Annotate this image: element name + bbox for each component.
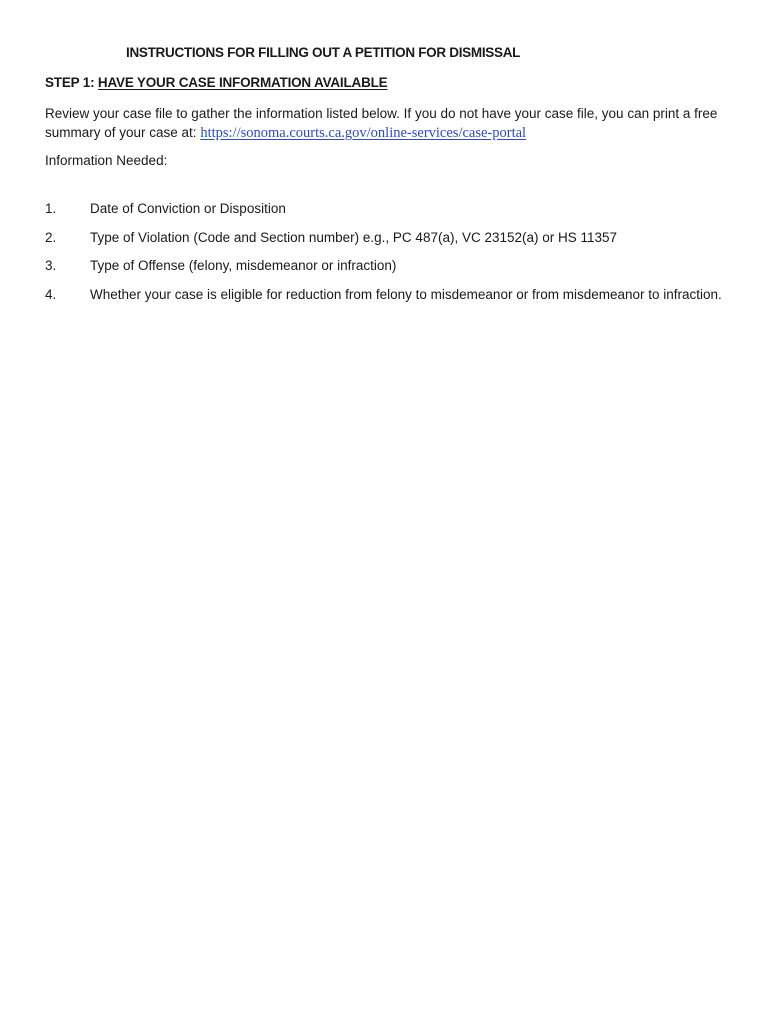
list-item [45,199,725,218]
step-heading [45,75,387,90]
list-item-number: 1. [45,201,57,216]
step-prefix: STEP 1: [45,75,98,90]
intro-paragraph [45,104,725,143]
case-portal-link[interactable]: https://sonoma.courts.ca.gov/online-services/case-portal [200,125,527,141]
list-item [45,256,725,275]
information-list [45,199,725,313]
document-title: INSTRUCTIONS FOR FILLING OUT A PETITION FOR DISMISSAL [126,45,521,60]
list-item-text: Date of Conviction or Disposition [90,201,286,216]
list-item-number: 4. [45,286,57,302]
list-item-number: 2. [45,229,57,245]
information-needed-label: Information Needed: [45,153,168,168]
list-item [45,228,725,247]
list-item-number: 3. [45,258,57,273]
list-item [45,285,725,304]
list-item-text: Type of Offense (felony, misdemeanor or infraction) [90,258,397,273]
intro-text: Review your case file to gather the information listed below. If you do not have your case file, you can print a free summary of your case at: [45,106,718,140]
list-item-text: Whether your case is eligible for reduction from felony to misdemeanor or from misdemeanor to infraction. [90,286,722,302]
list-item-text: Type of Violation (Code and Section number) e.g., PC 487(a), VC 23152(a) or HS 11357 [90,229,618,245]
step-title: HAVE YOUR CASE INFORMATION AVAILABLE [97,75,388,90]
